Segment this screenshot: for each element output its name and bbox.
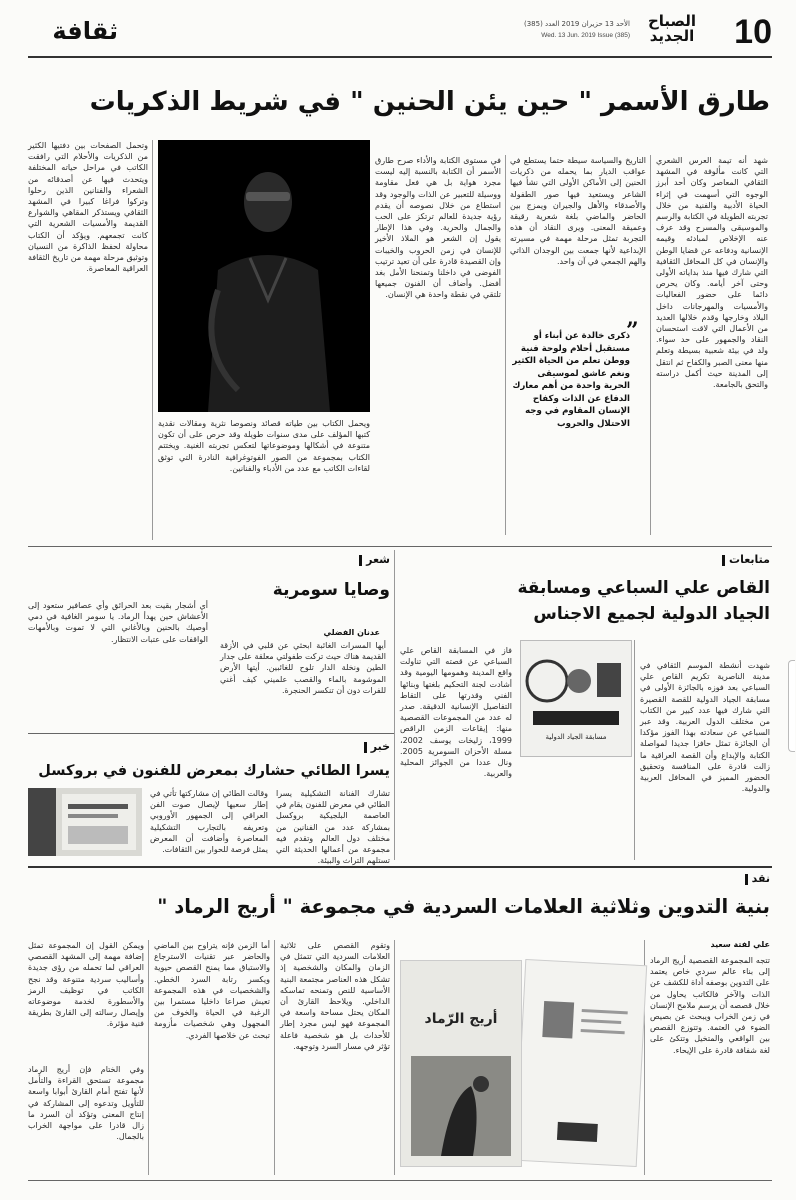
issue-date-en: Wed. 13 Jun. 2019 Issue (385) (541, 32, 630, 39)
article5-col-3: أما الزمن فإنه يتراوح بين الماضي والحاضر عبر تقنيات الاسترجاع والاستباق مما يمنح القصص حيوية ويكسر رتابة السرد الخطي. والشخصيات في هذه المجموعة تعيش صراعا داخليا مستمرا بين الرغبة في الحياة والخوف من المجهول وهي شخصيات مأزومة تبحث عن خلاصها الفردي. (154, 941, 270, 1040)
exhibition-poster-illustration (28, 788, 142, 856)
artwork-bird (473, 1076, 489, 1092)
book-back-cover (515, 959, 647, 1167)
logo-banner (533, 711, 619, 725)
poster-dark-panel (28, 788, 56, 856)
col-divider (274, 940, 275, 1175)
scrollbar-handle[interactable] (788, 660, 795, 752)
article1-col-5: ويحمل الكتاب بين طياته قصائد ونصوصا نثرية ومقالات نقدية كتبها المؤلف على مدى سنوات طويلة وقد حرص على أن تكون متنوعة في أشكالها وموضوعاتها لتعكس تجربته الغنية. ويختتم الكتاب بمجموعة من الصور الفوتوغرافية النادرة التي توثق لقاءات الكاتب مع عدد من الأدباء والفنانين. (158, 419, 370, 473)
col-divider (505, 155, 506, 535)
logo-emblem-right (597, 663, 621, 697)
portrait-illustration (158, 140, 370, 412)
article4-title: يسرا الطائي حشارك بمعرض للفنون في بروكسل (38, 763, 390, 779)
poster-text-bar (68, 804, 128, 809)
article1-col-3: في مستوى الكتابة والأداء صرح طارق الأسمر أن الكتابة بالنسبة إليه ليست مجرد هواية بل هي فعل مقاومة ووسيلة للتعبير عن الذات والوجود وقد استطاع من خلال نصوصه أن يقدم رؤية جديدة للعالم ترتكز على الحب والجمال والحرية. وفي هذا الإطار يقول إن الشعر هو الملاذ الأخير للإنسان في زمن الحروب والخيبات وإن القصيدة قادرة على أن تعيد ترتيب الفوضى في داخلنا وتمنحنا الأمل بغد أفضل. وأضاف أن الفنون جميعها تلتقي في نقطة واحدة هي الإنسان. (375, 156, 501, 300)
poster-image-block (68, 826, 128, 844)
barcode (557, 1122, 598, 1142)
cover-text-line (581, 1019, 621, 1024)
article2-col-1: شهدت أنشطة الموسم الثقافي في مدينة الناصرية تكريم القاص علي السباعي بعد فوزه بالجائزة الأولى في مسابقة الجياد الدولية للقصة القصيرة التي شارك فيها عدد كبير من الكتاب من مختلف الدول العربية. وقد عبر السباعي عن سعادته بهذا الفوز مؤكدا أن الجائزة تمثل حافزا جديدا لمواصلة الكتابة والإبداع وأن القصة العراقية ما زالت قادرة على المنافسة وتحقيق الحضور المميز في المحافل العربية والدولية. (640, 661, 770, 794)
book-cover-title: أريج الرّماد (424, 1011, 498, 1027)
article1-col-4: وتحمل الصفحات بين دفتيها الكثير من الذكريات والأحلام التي رافقت الكاتب في مراحل حياته المختلفة ويتحدث فيها عن أصدقائه من الشعراء والفنانين الذين رحلوا وتركوا فراغا كبيرا في المشهد الثقافي ويستذكر المقاهي والشوارع القديمة والأمسيات الشعرية التي كانت تجمعهم. ويؤكد أن الكتاب محاولة لحفظ الذاكرة من النسيان وتوثيق مرحلة مهمة من تاريخ الثقافة العراقية المعاصرة. (28, 141, 148, 274)
col-divider (394, 550, 395, 860)
article3-author: عدنان الفضلي (323, 628, 380, 637)
article5-col-4: ويمكن القول إن المجموعة تمثل إضافة مهمة إلى المشهد القصصي العراقي لما تحمله من رؤى جديدة وأساليب سردية متنوعة وقد نجح الكاتب في توظيف الرمز والأسطورة لخدمة موضوعاته وإيصال رسالته إلى القارئ بطريقة فنية مؤثرة. (28, 941, 144, 1029)
article1-title: طارق الأسمر " حين يئن الحنين " في شريط الذكريات (89, 87, 770, 117)
cover-text-line (582, 1009, 628, 1014)
article4-poster-image (28, 788, 142, 856)
article5-col-5: وفي الختام فإن أريج الرماد مجموعة تستحق القراءة والتأمل لأنها تفتح أمام القارئ أبوابا واسعة للتأويل وتدعوه إلى المشاركة في إنتاج المعنى وتؤكد أن السرد ما زال قادرا على مواجهة الخراب بالجمال. (28, 1065, 144, 1142)
article2-tag: متابعات (690, 553, 770, 566)
page-number: 10 (734, 13, 772, 51)
article4-col-1: تشارك الفنانة التشكيلية يسرا الطائي في معرض للفنون يقام في العاصمة البلجيكية بروكسل بمشاركة عدد من الفنانين من مختلف دول العالم وتقدم فيه مجموعة من أعمالها الحديثة التي تستلهم التراث والبيئة. (276, 789, 390, 866)
logo-line-2: الجديد (649, 27, 695, 45)
col-divider (148, 940, 149, 1175)
article2-title-line-1: القاص علي السباعي ومسابقة (517, 578, 770, 598)
issue-date-ar: الأحد 13 حزيران 2019 العدد (385) (523, 20, 630, 28)
article3-tag: شعر (310, 553, 390, 566)
masthead-logo (636, 14, 708, 50)
logo-emblem-left (527, 661, 567, 701)
section-rule (28, 546, 772, 547)
portrait-body (208, 255, 330, 412)
masthead-rule (28, 56, 772, 58)
article1-col-2-upper: التاريخ والسياسة سيطة حتما يستطع في عواقب الديار بما يحمله من ذكريات الحنين إلى الأماكن الأولى التي نشأ فيها الشاعر ويستعيد فيها صور الطفولة والأصدقاء والأهل والجيران ويمزج بين الحاضر والماضي بلغة شعرية رقيقة وعميقة المعنى. ويرى النقاد أن هذه التجربة تمثل مرحلة مهمة في مسيرته الإبداعية لأنها جمعت بين الوجدان الذاتي والهم الجمعي في آن واحد. (510, 156, 646, 266)
section-name: ثقافة (52, 17, 118, 45)
quote-mark-icon: ” (626, 318, 639, 344)
portrait-head (244, 172, 292, 232)
article5-col-1: تتجه المجموعة القصصية أريج الرماد إلى بناء عالم سردي خاص يعتمد على التدوين بوصفه أداة للكشف عن الذات والآخر فالكاتب يحاول من خلال قصصه أن يرسم ملامح الإنسان في زمن الخراب ويبحث عن بصيص الضوء في العتمة. وتتوزع القصص بين الواقعي والمتخيل وتتكئ على لغة شفافة قادرة على الإيحاء. (650, 956, 770, 1055)
logo-line-1: الصباح (647, 12, 697, 30)
article5-col-2: وتقوم القصص على ثلاثية العلامات السردية التي تتمثل في الزمان والمكان والشخصية إذ تشكل هذه العناصر مجتمعة البنية الأساسية للنص وتمنحه تماسكه الداخلي. ويلاحظ القارئ أن المكان يحتل مساحة واسعة في المجموعة فهو ليس مجرد إطار للأحداث بل هو شخصية فاعلة تؤثر في مسار السرد وتوجهه. (280, 941, 390, 1051)
col-divider (650, 155, 651, 535)
col-divider (394, 940, 395, 1175)
portrait-glasses (246, 192, 290, 201)
logo-emblem-center (567, 669, 591, 693)
masthead (0, 0, 796, 60)
article4-col-2: وقالت الطائي إن مشاركتها تأتي في إطار سعيها لإيصال صوت الفن العراقي إلى الجمهور الأوروبي وتعريفه بالتجارب التشكيلية المعاصرة وأضافت أن المعرض يمثل فرصة للحوار بين الثقافات. (150, 789, 268, 855)
article2-logo-caption: مسابقة الجياد الدولية (545, 733, 607, 741)
author-photo (542, 1001, 574, 1039)
article5-title: بنية التدوين وثلاثية العلامات السردية في مجموعة " أريج الرماد " (157, 895, 770, 918)
section-rule (28, 866, 772, 868)
col-divider (152, 140, 153, 540)
back-cover-illustration (516, 960, 646, 1166)
book-cover-artwork (411, 1056, 511, 1156)
col-divider (634, 640, 635, 860)
article3-title: وصايا سومرية (272, 580, 390, 600)
article1-pull-quote: ذكرى خالدة عن أبناء أو مستقبل أحلام ولوحة فنية ووطن تعلم من الحياة الكثير ونغم عاشق لموسيقى الحرية واحدة من أهم معارك الدفاع عن الذات وكفاح الإنسان المقاوم في وجه الاحتلال والحروب (512, 331, 630, 429)
poster-text-bar (68, 814, 118, 818)
article2-col-2: فاز في المسابقة القاص علي السباعي عن قصته التي تناولت واقع المدينة وهمومها اليومية وقد أشادت لجنة التحكيم بلغتها وبنائها الفني وقدرتها على التقاط التفاصيل الإنسانية الدقيقة. صدر له عدد من المجموعات القصصية منها: إيقاعات الزمن الراقص 1999، زليخات يوسف 2002، مسلة الأحزان السومرية 2005. ونال عددا من الجوائز المحلية والعربية. (400, 646, 512, 779)
article3-col-1: أيها المسرات الغائبة ابحثي عن قلبي في الأزقة القديمة هناك حيث تركت طفولتي معلقة على جدار الطين ونخلة الدار تلوح للغائبين. أيتها الأرض الموشومة بالماء والقصب علميني كيف أغني للفرات دون أن تنكسر الحنجرة. (220, 641, 386, 695)
cover-text-line (581, 1029, 625, 1034)
article3-col-2: أي أشجار بقيت بعد الحرائق وأي عصافير ستعود إلى الأعشاش حين يهدأ الرماد. يا سومر الغافية في دمي أوصيك بالحنين وبالأغاني التي لا تموت وبالأمهات الواقفات على عتبات الانتظار. (28, 601, 208, 644)
section-rule (28, 733, 394, 734)
article5-tag: نقد (690, 872, 770, 885)
footer-rule (28, 1180, 772, 1181)
article4-tag: خبر (310, 740, 390, 753)
article1-photo (158, 140, 370, 412)
book-front-cover (400, 960, 522, 1167)
article2-logo-image (520, 640, 632, 757)
article2-title-line-2: الجياد الدولية لجميع الاجناس (533, 604, 770, 624)
article1-col-1: شهد أنه تيمة العرس الشعري التي كانت مألوفة في المشهد الثقافي المعاصر وكان أحد أبرز الوجوه التي أسهمت في إثراء الحياة الأدبية والفنية من خلال تجربته الطويلة في الكتابة والرسم والموسيقى والمسرح وقد عرف عنه الإخلاص لمبادئه وقيمه الإنسانية ودفاعه عن قضايا الوطن والإنسان في كل المحافل الثقافية التي شارك فيها منذ بداياته الأولى وحتى آخر أيامه. وكان يحرص دائما على حضور الفعاليات والأمسيات والمهرجانات داخل البلاد وخارجها وقدم خلالها العديد من الأعمال التي لاقت استحسان النقاد والجمهور على حد سواء. ولد في بيئة شعبية بسيطة وتعلم منها معنى الصبر والكفاح ثم انتقل إلى المدينة حيث أكمل دراسته والتحق بالجامعة. (656, 156, 768, 390)
article5-author: علي لفتة سعيد (710, 940, 770, 949)
